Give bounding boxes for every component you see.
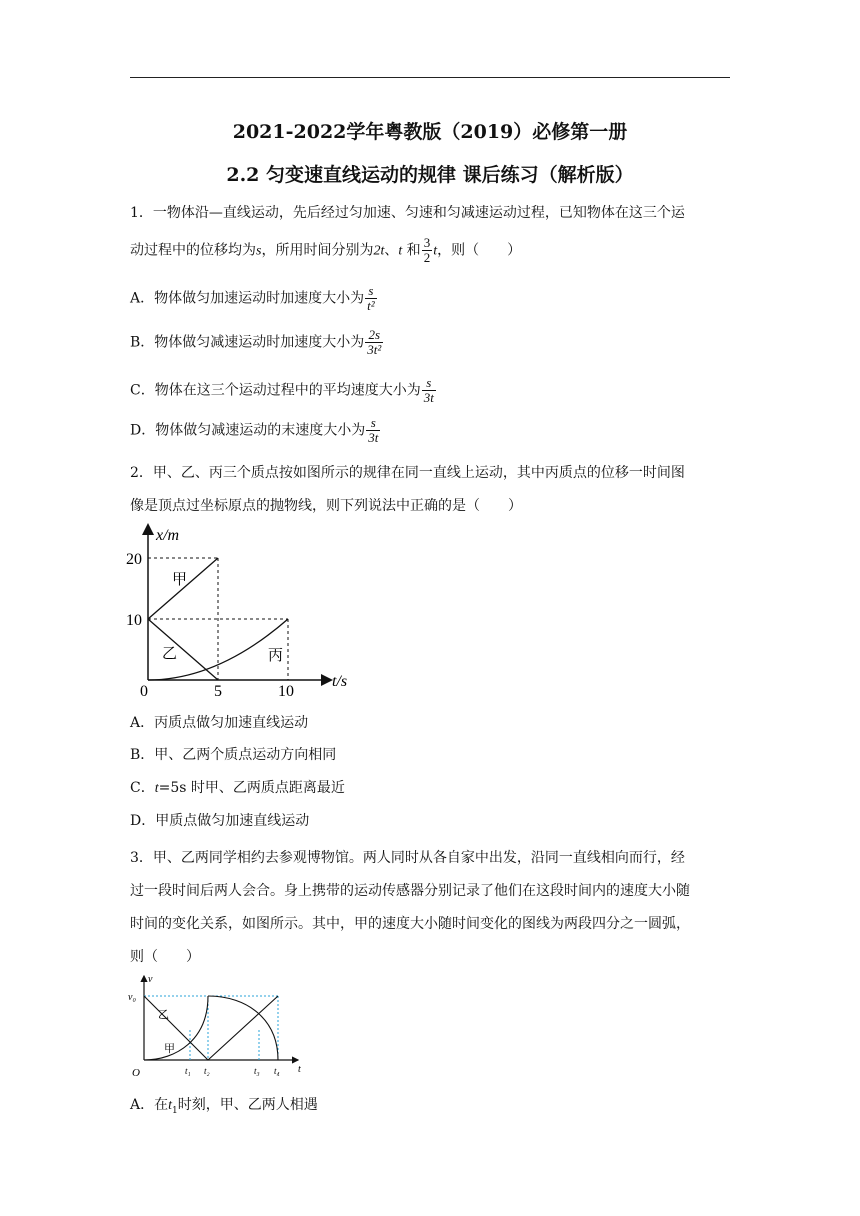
q3-line4: 则（ ） [130, 949, 200, 965]
q3-line2: 过一段时间后两人会合。身上携带的运动传感器分别记录了他们在这段时间内的速度大小随 [130, 883, 690, 899]
q2-line-jia [148, 558, 218, 619]
q1-line1: 1．一物体沿—直线运动，先后经过匀加速、匀速和匀减速运动过程，已知物体在这三个运 [130, 205, 685, 221]
q3-t1-label: t₁ [185, 1066, 191, 1076]
q2-label-jia: 甲 [172, 572, 188, 588]
q2-option-d: D．甲质点做匀加速直线运动 [130, 813, 310, 829]
q2-label-yi: 乙 [162, 646, 178, 662]
q3-line1: 3．甲、乙两同学相约去参观博物馆。两人同时从各自家中出发，沿同一直线相向而行，经 [130, 850, 685, 866]
q2-line2: 像是顶点过坐标原点的抛物线，则下列说法中正确的是（ ） [130, 498, 522, 514]
q1-line2: 动过程中的位移均为s，所用时间分别为2t、t 和 $\frac{3}{2}$ t，则（ ） [130, 235, 522, 265]
q3-line3: 时间的变化关系，如图所示。其中，甲的速度大小随时间变化的图线为两段四分之一圆弧， [130, 916, 690, 932]
q1-option-a: A．物体做匀加速运动时加速度大小为 $\frac{s}{\text{t²}}$ [130, 283, 375, 313]
q3-v-label: v [148, 974, 153, 985]
q2-y-label: x/m [156, 527, 180, 544]
q2-option-b: B．甲、乙两个质点运动方向相同 [130, 747, 337, 763]
q2-y-tick-10: 10 [126, 612, 142, 629]
q1-option-b: B．物体做匀减速运动时加速度大小为 $\frac{2s}{\text{3t²}}$ [130, 327, 382, 357]
q2-option-c: C．t=5s 时甲、乙两质点距离最近 [130, 780, 345, 796]
q2-y-tick-20: 20 [126, 551, 142, 568]
q2-line-yi [148, 619, 218, 680]
q3-t-label: t [298, 1064, 301, 1075]
q1-option-c: C．物体在这三个运动过程中的平均速度大小为 $\frac{s}{3t}$ [130, 375, 434, 405]
q2-x-tick-10: 10 [278, 683, 294, 700]
q3-vt-graph [126, 970, 306, 1082]
q3-origin-label: O [132, 1067, 140, 1079]
q2-x-tick-0: 0 [140, 683, 148, 700]
q2-line1: 2．甲、乙、丙三个质点按如图所示的规律在同一直线上运动，其中丙质点的位移一时间图 [130, 465, 685, 481]
q2-x-tick-5: 5 [214, 683, 222, 700]
q3-t4-label: t₄ [274, 1066, 280, 1076]
document-title: 2021-2022学年粤教版（2019）必修第一册 [232, 121, 628, 143]
q3-option-a: A．在$t_1$时刻，甲、乙两人相遇 [130, 1097, 318, 1116]
q3-v0-label: v₀ [128, 992, 136, 1003]
q1-fraction: $\frac{3}{2}$ [423, 235, 431, 265]
q2-label-bing: 丙 [268, 648, 284, 664]
document-subtitle: 2.2 匀变速直线运动的规律 课后练习（解析版） [226, 164, 634, 186]
q2-xt-graph [120, 520, 360, 700]
q2-option-a: A．丙质点做匀加速直线运动 [130, 715, 309, 731]
q1-option-d: D．物体做匀减速运动的末速度大小为 $\frac{s}{3t}$ [130, 415, 379, 445]
q2-x-label: t/s [332, 673, 348, 690]
header-rule [130, 77, 730, 78]
q3-label-yi: 乙 [158, 1009, 169, 1021]
q3-t3-label: t₃ [254, 1066, 260, 1076]
q3-t2-label: t₂ [204, 1066, 210, 1076]
q3-label-jia: 甲 [164, 1043, 175, 1055]
